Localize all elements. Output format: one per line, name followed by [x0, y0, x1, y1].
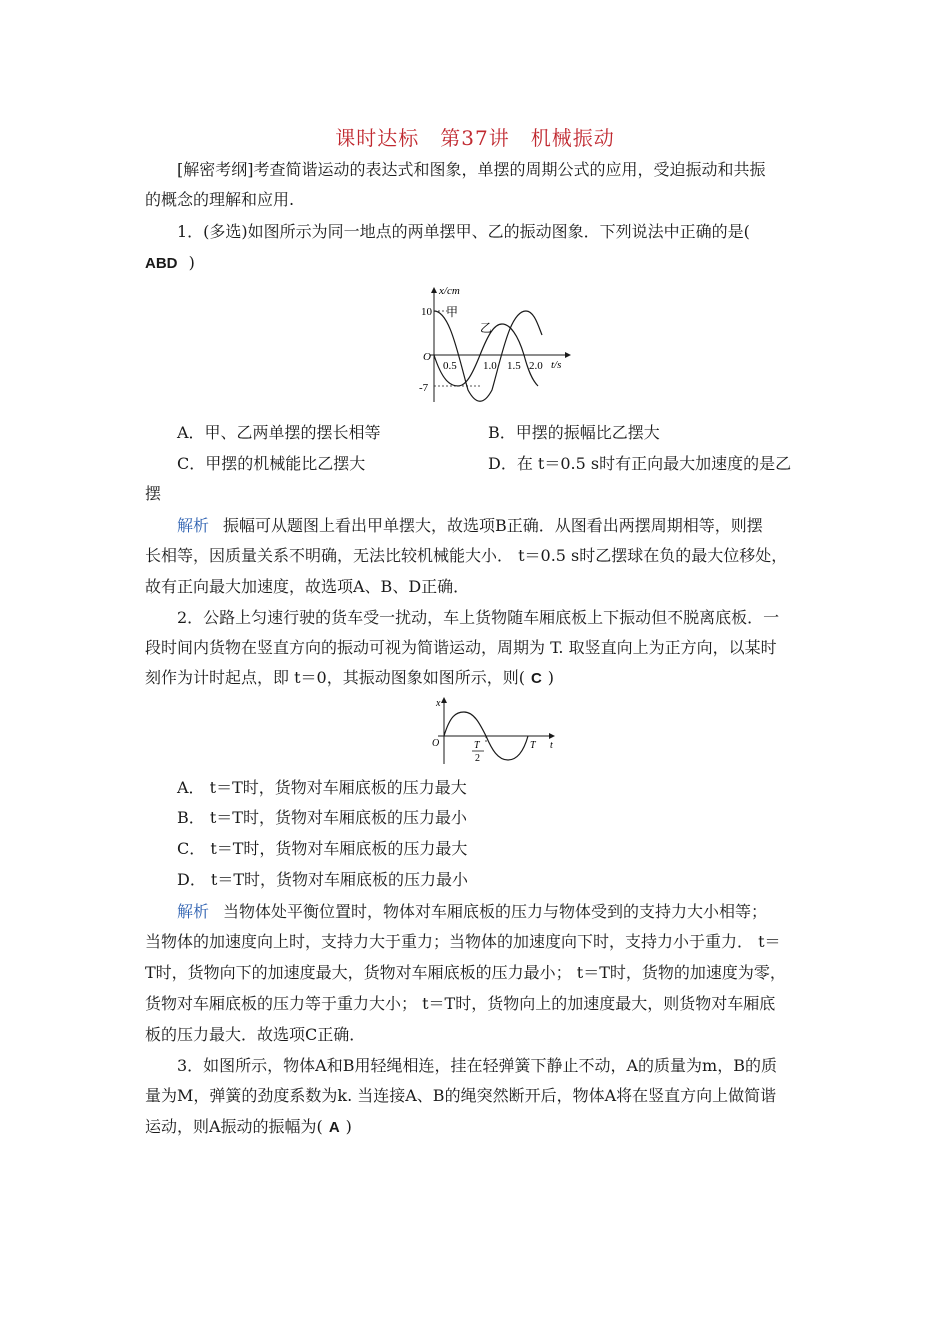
- q2-stem-2: 段时间内货物在竖直方向的振动可视为简谐运动，周期为 T. 取竖直向上为正方向，以某时: [145, 638, 777, 657]
- q2-analysis-5: 板的压力最大．故选项C正确．: [145, 1025, 366, 1044]
- q3-answer: A: [328, 1119, 340, 1136]
- q2-tick-half-den: 2: [475, 753, 480, 764]
- q2-y-label: x: [436, 698, 441, 709]
- q2-x-label: t: [550, 740, 553, 751]
- q1-option-b: B．甲摆的振幅比乙摆大: [488, 423, 660, 442]
- q1-close-paren: ): [188, 253, 195, 272]
- q2-option-b: B． t＝T时，货物对车厢底板的压力最小: [177, 808, 467, 827]
- q1-tick-2.0: 2.0: [529, 360, 543, 372]
- q2-tick-full: T: [530, 740, 536, 751]
- page-title: 课时达标 第37讲 机械振动: [335, 126, 615, 150]
- q2-option-d: D． t＝T时，货物对车厢底板的压力最小: [177, 870, 469, 889]
- q1-stem: 1．(多选)如图所示为同一地点的两单摆甲、乙的振动图象．下列说法中正确的是(: [177, 222, 750, 241]
- q1-tick-0.5: 0.5: [443, 360, 457, 372]
- q2-origin: O: [432, 738, 440, 749]
- q3-close-paren: ): [345, 1117, 352, 1136]
- q1-y-bottom: -7: [419, 382, 429, 394]
- q1-y-label: x/cm: [439, 285, 460, 297]
- q2-close-paren: ): [547, 668, 555, 687]
- q1-origin: O: [423, 351, 431, 363]
- q1-curve-label-jia: 甲: [446, 305, 459, 319]
- q1-tick-1.5: 1.5: [507, 360, 521, 372]
- q2-analysis-1: 解析 当物体处平衡位置时，物体对车厢底板的压力与物体受到的支持力大小相等；: [177, 902, 768, 921]
- q1-answer-line: [145, 253, 822, 274]
- q1-x-label: t/s: [551, 359, 562, 371]
- q3-stem-2: 量为M，弹簧的劲度系数为k. 当连接A、B的绳突然断开后，物体A将在竖直方向上做简谐: [145, 1086, 777, 1105]
- q3-stem-3: 运动，则A振动的振幅为( A ): [145, 1117, 352, 1136]
- q1-option-a: A．甲、乙两单摆的摆长相等: [177, 423, 381, 442]
- q2-option-a: A． t＝T时，货物对车厢底板的压力最大: [177, 778, 467, 797]
- q1-vibration-graph: [410, 280, 580, 410]
- intro-line-2: 的概念的理解和应用.: [145, 190, 295, 209]
- q1-analysis-label: 解析: [177, 516, 210, 535]
- q2-vibration-graph: [424, 694, 564, 766]
- q2-analysis-2: 当物体的加速度向上时，支持力大于重力；当物体的加速度向下时，支持力小于重力． t＝: [145, 932, 781, 951]
- q1-tick-1.0: 1.0: [483, 360, 497, 372]
- q1-analysis-2: 长相等，因质量关系不明确，无法比较机械能大小． t＝0.5 s时乙摆球在负的最大位移处，: [145, 546, 788, 565]
- q2-analysis-label: 解析: [177, 902, 210, 921]
- q1-analysis-3: 故有正向最大加速度，故选项A、B、D正确．: [145, 577, 470, 596]
- q2-analysis-4: 货物对车厢底板的压力等于重力大小； t＝T时，货物向上的加速度最大，则货物对车厢底: [145, 994, 776, 1013]
- q1-option-c: C．甲摆的机械能比乙摆大: [177, 454, 366, 473]
- q1-answer: ABD: [145, 255, 178, 272]
- q1-curve-label-yi: 乙: [480, 321, 493, 335]
- q1-option-d-cont: 摆: [145, 484, 162, 503]
- q3-stem-1: 3．如图所示，物体A和B用轻绳相连，挂在轻弹簧下静止不动，A的质量为m，B的质: [177, 1056, 777, 1075]
- q2-stem-3: 刻作为计时起点，即 t＝0，其振动图象如图所示，则( C ): [145, 668, 555, 687]
- intro-line-1: [解密考纲]考查简谐运动的表达式和图象，单摆的周期公式的应用，受迫振动和共振: [177, 160, 766, 179]
- q2-stem-1: 2．公路上匀速行驶的货车受一扰动，车上货物随车厢底板上下振动但不脱离底板．一: [177, 608, 780, 627]
- q2-analysis-3: T时，货物向下的加速度最大，货物对车厢底板的压力最小； t＝T时，货物的加速度为零，: [145, 963, 786, 982]
- q1-analysis-1: 解析 振幅可从题图上看出甲单摆大，故选项B正确．从图看出两摆周期相等，则摆: [177, 516, 763, 535]
- q2-answer: C: [530, 670, 542, 687]
- q1-y-top: 10: [421, 306, 432, 318]
- q1-option-d: D．在 t＝0.5 s时有正向最大加速度的是乙: [488, 454, 792, 473]
- q2-option-c: C． t＝T时，货物对车厢底板的压力最大: [177, 839, 468, 858]
- q2-tick-half-num: T: [474, 740, 480, 751]
